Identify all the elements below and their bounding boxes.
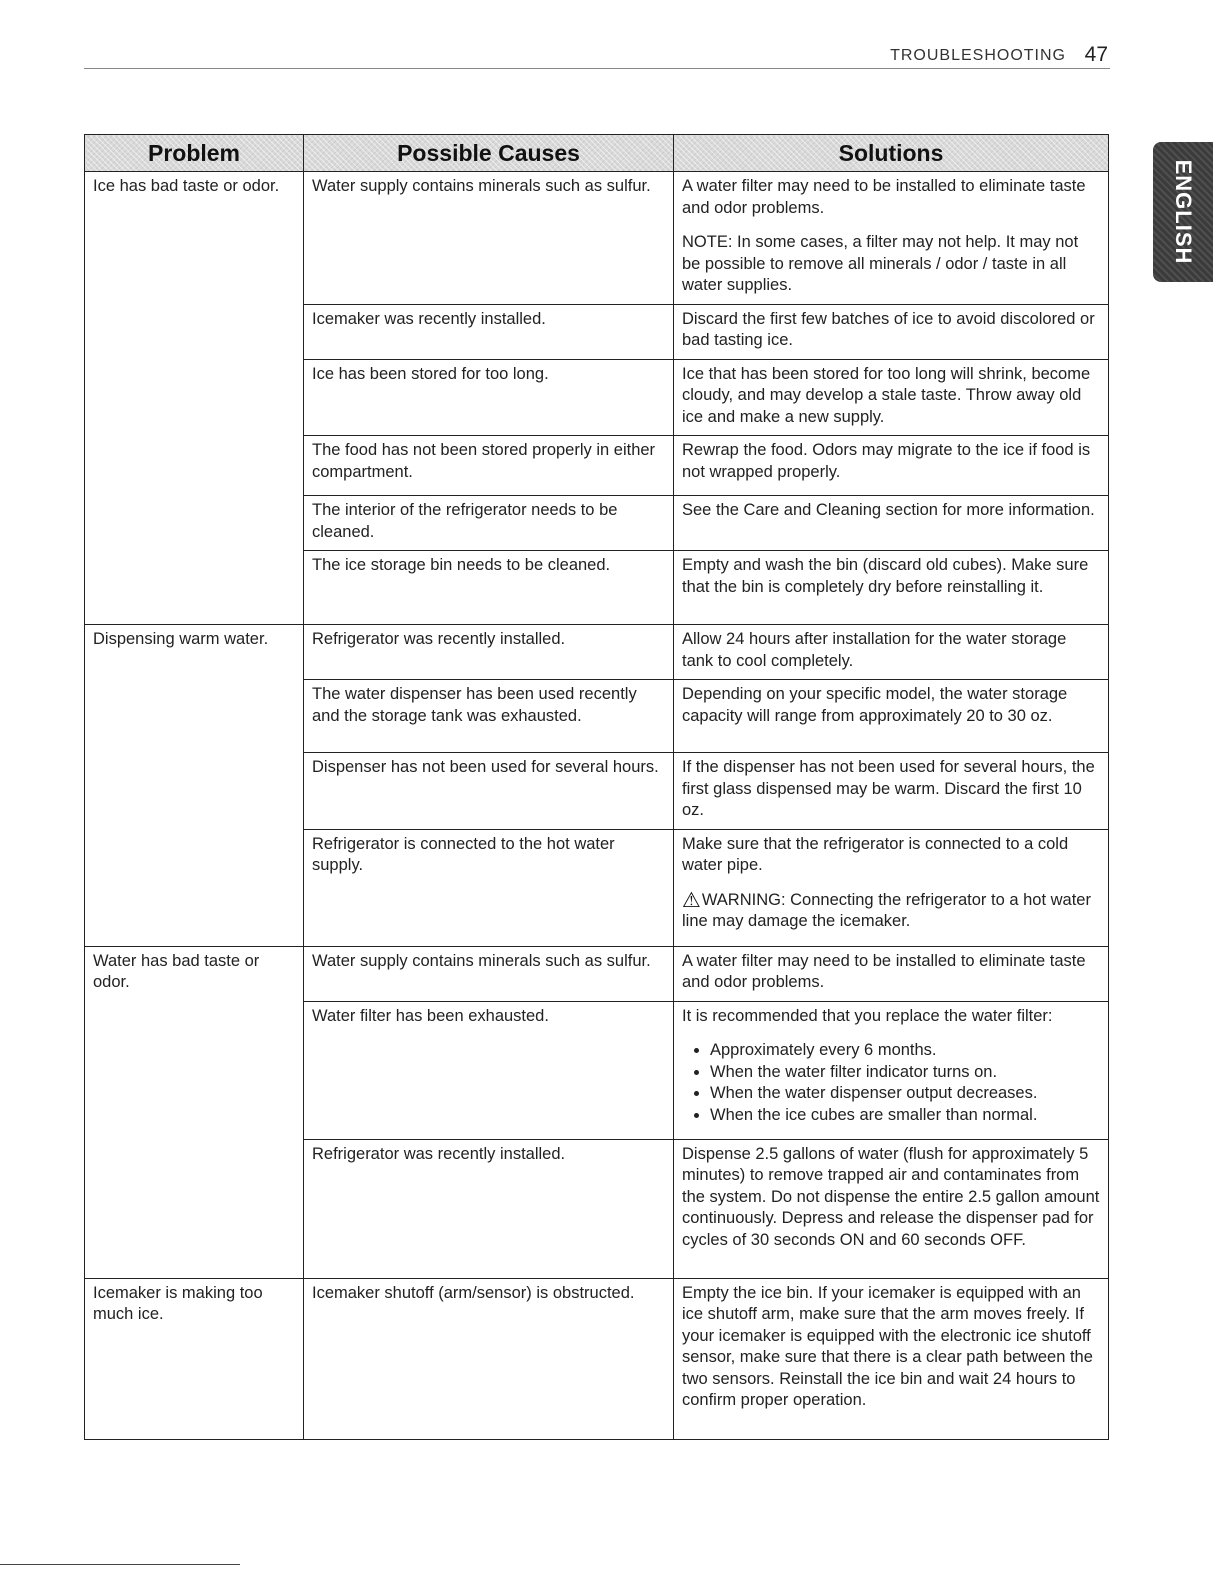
table-row — [85, 946, 1109, 1001]
table-row — [85, 1278, 1109, 1439]
cause-cell: The interior of the refrigerator needs to be cleaned. — [304, 496, 674, 551]
cause-cell: Water filter has been exhausted. — [304, 1001, 674, 1139]
table-row — [85, 625, 1109, 680]
problem-cell: Icemaker is making too much ice. — [85, 1278, 304, 1439]
solution-cell: If the dispenser has not been used for several hours, the first glass dispensed may be warm. Discard the first 10 oz. — [674, 753, 1109, 830]
troubleshooting-table — [84, 134, 1109, 1440]
problem-cell: Ice has bad taste or odor. — [85, 172, 304, 625]
solution-cell: A water filter may need to be installed to eliminate taste and odor problems. — [674, 946, 1109, 1001]
section-title: TROUBLESHOOTING — [890, 47, 1066, 64]
solution-cell: Depending on your specific model, the water storage capacity will range from approximately 20 to 30 oz. — [674, 680, 1109, 753]
cause-cell: Water supply contains minerals such as sulfur. — [304, 172, 674, 305]
table-header-row — [85, 135, 1109, 172]
page-number: 47 — [1084, 43, 1108, 66]
problem-cell: Water has bad taste or odor. — [85, 946, 304, 1278]
cause-cell: Refrigerator was recently installed. — [304, 1139, 674, 1278]
page-header — [84, 42, 1110, 69]
solution-cell: Make sure that the refrigerator is connected to a cold water pipe. ⚠WARNING: Connecting the refrigerator to a hot water line may damage the icemaker. — [674, 829, 1109, 946]
solution-cell: See the Care and Cleaning section for more information. — [674, 496, 1109, 551]
solution-cell: A water filter may need to be installed to eliminate taste and odor problems. NOTE: In some cases, a filter may not help. It may not be possible to remove all minerals / odor / taste in all water supplies. — [674, 172, 1109, 305]
cause-cell: Dispenser has not been used for several hours. — [304, 753, 674, 830]
language-tab — [1153, 142, 1213, 282]
cause-cell: The food has not been stored properly in either compartment. — [304, 436, 674, 496]
cause-cell: Refrigerator was recently installed. — [304, 625, 674, 680]
cause-cell: Ice has been stored for too long. — [304, 359, 674, 436]
problem-cell: Dispensing warm water. — [85, 625, 304, 947]
solution-cell: Discard the first few batches of ice to avoid discolored or bad tasting ice. — [674, 304, 1109, 359]
cause-cell: The ice storage bin needs to be cleaned. — [304, 551, 674, 625]
cause-cell: Water supply contains minerals such as sulfur. — [304, 946, 674, 1001]
solution-cell: Allow 24 hours after installation for the water storage tank to cool completely. — [674, 625, 1109, 680]
solution-cell: It is recommended that you replace the water filter: • Approximately every 6 months. • When the water filter indicator turns on. • When the water dispenser output decreases. • When the ice cubes are smaller than normal. — [674, 1001, 1109, 1139]
cause-cell: Icemaker shutoff (arm/sensor) is obstructed. — [304, 1278, 674, 1439]
header-possible-causes: Possible Causes — [304, 135, 674, 172]
list-item: • When the water filter indicator turns on. — [710, 1062, 1100, 1084]
warning-note: ⚠WARNING: Connecting the refrigerator to a hot water line may damage the icemaker. — [682, 888, 1091, 930]
solution-cell: Dispense 2.5 gallons of water (flush for approximately 5 minutes) to remove trapped air and contaminates from the system. Do not dispense the entire 2.5 gallon amount continuously. Depress and release the dispenser pad for cycles of 30 seconds ON and 60 seconds OFF. — [674, 1139, 1109, 1278]
solution-cell: Empty and wash the bin (discard old cubes). Make sure that the bin is completely dry before reinstalling it. — [674, 551, 1109, 625]
table-row — [85, 172, 1109, 305]
filter-replacement-list — [682, 1040, 1100, 1126]
list-item: • When the water dispenser output decreases. — [710, 1083, 1100, 1105]
list-item: • Approximately every 6 months. — [710, 1040, 1100, 1062]
solution-cell: Ice that has been stored for too long will shrink, become cloudy, and may develop a stale taste. Throw away old ice and make a new supply. — [674, 359, 1109, 436]
cause-cell: The water dispenser has been used recently and the storage tank was exhausted. — [304, 680, 674, 753]
solution-cell: Empty the ice bin. If your icemaker is equipped with an ice shutoff arm, make sure that the arm moves freely. If your icemaker is equipped with the electronic ice shutoff sensor, make sure that there is a clear path between the two sensors. Reinstall the ice bin and wait 24 hours to confirm proper operation. — [674, 1278, 1109, 1439]
cause-cell: Refrigerator is connected to the hot water supply. — [304, 829, 674, 946]
header-solutions: Solutions — [674, 135, 1109, 172]
cause-cell: Icemaker was recently installed. — [304, 304, 674, 359]
header-problem: Problem — [85, 135, 304, 172]
warning-icon: ⚠ — [682, 888, 701, 912]
list-item: • When the ice cubes are smaller than normal. — [710, 1105, 1100, 1127]
footer-divider — [0, 1564, 240, 1565]
language-tab-label: ENGLISH — [1171, 159, 1196, 265]
solution-cell: Rewrap the food. Odors may migrate to the ice if food is not wrapped properly. — [674, 436, 1109, 496]
